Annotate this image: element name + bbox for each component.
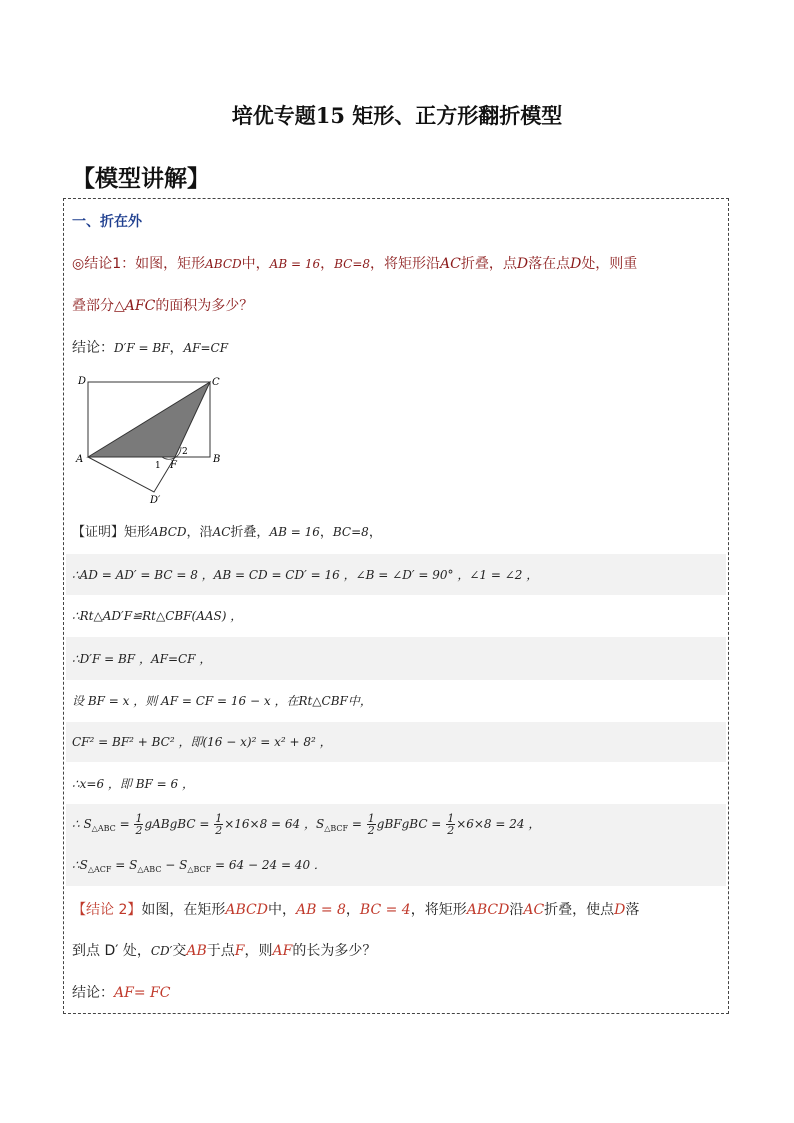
conclusion1-marker: ◎	[72, 256, 85, 272]
conclusion1-rect: ABCD	[205, 257, 242, 271]
conclusion2-l1-ab: AB = 8	[295, 902, 346, 918]
fraction-3-den: 2	[367, 824, 375, 837]
proof-l8-e: =	[348, 817, 366, 831]
proof-l9-a: ∴S	[72, 858, 88, 872]
conclusion1-d: D	[516, 256, 529, 272]
proof-l1-a: 矩形	[124, 525, 151, 540]
conclusion2-l2-f: F	[234, 943, 245, 959]
fraction-1-den: 2	[135, 824, 143, 837]
conclusion2-label: 【结论 2】	[72, 902, 142, 918]
proof-l8-b: =	[115, 817, 134, 831]
fraction-1-num: 1	[135, 812, 143, 825]
fraction-4-den: 2	[447, 824, 455, 837]
label-angle2: 2	[182, 447, 188, 457]
proof-l9-b: = S	[111, 858, 138, 872]
conclusion2-l1-dd: D	[614, 902, 626, 918]
conclusion2-l1-rect: ABCD	[225, 902, 268, 918]
fraction-2	[214, 813, 223, 836]
proof-label: 【证明】	[72, 525, 125, 540]
conclusion2-l2-a: 到点 D′ 处，	[72, 943, 151, 959]
proof-l8-sub1: △ABC	[91, 824, 116, 833]
proof-line9	[72, 855, 326, 880]
proof-line5: 设 BF = x ，则 AF = CF = 16 − x ，在Rt△CBF中，	[72, 694, 372, 708]
label-A: A	[76, 454, 84, 465]
fraction-3-num: 1	[367, 812, 375, 825]
conclusion1-d2: D	[570, 256, 582, 272]
conclusion2-l2-c: 于点	[206, 943, 235, 959]
proof-line3: ∴Rt△AD′F≌Rt△CBF(AAS) ，	[72, 609, 243, 623]
proof-line4: ∴D′F = BF ，AF=CF ，	[72, 652, 212, 666]
conclusion2-l1-ac: AC	[523, 902, 545, 918]
proof-line6: CF² = BF² + BC² ，即(16 − x)² = x² + 8² ，	[72, 735, 332, 749]
result2-eq: AF= FC	[114, 985, 171, 1001]
conclusion1-ac: AC	[440, 256, 461, 272]
fraction-3	[367, 813, 376, 836]
result1-line	[72, 338, 228, 358]
conclusion2-l1-sep: ，	[345, 902, 360, 918]
proof-l1-bc: BC=8	[332, 525, 369, 539]
proof-l1-ab: AB = 16	[269, 525, 320, 539]
label-angle1: 1	[155, 461, 161, 471]
conclusion1-tri: △AFC	[114, 298, 156, 314]
label-Dprime: D′	[150, 495, 161, 506]
proof-line2: ∴AD = AD′ = BC = 8 ，AB = CD = CD′ = 16 ，∠B = ∠D′ = 90° ，∠1 = ∠2 ，	[72, 568, 539, 582]
proof-l8-d: ×16×8 = 64 ，S	[224, 817, 325, 831]
conclusion1-line1	[72, 254, 637, 274]
conclusion1-line2-b: 的面积为多少？	[155, 298, 254, 314]
result2-line	[72, 983, 170, 1003]
conclusion2-l2-b: 交	[172, 943, 187, 959]
conclusion2-l2-cd: CD′	[150, 944, 173, 958]
conclusion2-l1-e: 折叠，使点	[544, 902, 615, 918]
section-heading: 【模型讲解】	[72, 166, 210, 192]
proof-l8-sub2: △BCF	[324, 824, 349, 833]
proof-l1-end: ，	[368, 525, 382, 540]
result1-label: 结论：	[72, 340, 114, 356]
proof-l1-sep: ，	[319, 525, 333, 540]
proof-l8-g: ×6×8 = 24 ，	[456, 817, 541, 831]
proof-l9-sub1: △ACF	[87, 865, 112, 874]
label-C: C	[212, 377, 220, 388]
proof-l1-c: 折叠，	[230, 525, 270, 540]
proof-line8	[72, 811, 540, 842]
conclusion2-l2-e: 的长为多少？	[292, 943, 377, 959]
overlap-triangle	[88, 382, 210, 457]
result1-sep: ，	[169, 340, 184, 356]
conclusion2-l2-d: ，则	[244, 943, 273, 959]
conclusion2-l2-af: AF	[272, 943, 293, 959]
conclusion2-l1-c: ，将矩形	[410, 902, 467, 918]
conclusion1-text-d: 折叠，点	[460, 256, 517, 272]
proof-l1-rect: ABCD	[150, 525, 187, 539]
conclusion1-text-a: 如图，矩形	[135, 256, 206, 272]
conclusion1-line2	[72, 296, 253, 316]
folded-edge	[88, 457, 175, 492]
proof-l8-c: gABgBC =	[144, 817, 214, 831]
fraction-2-num: 1	[215, 812, 223, 825]
part1-heading: 一、折在外	[72, 214, 142, 230]
proof-line7: ∴x=6 ，即 BF = 6 ，	[72, 777, 194, 791]
conclusion2-l1-rect2: ABCD	[466, 902, 510, 918]
conclusion2-l1-d: 沿	[509, 902, 524, 918]
conclusion1-text-b: 中，	[241, 256, 270, 272]
result1-eq2: AF=CF	[183, 341, 229, 355]
proof-l9-sub3: △BCF	[187, 865, 212, 874]
conclusion1-ab: AB = 16	[269, 257, 321, 271]
conclusion1-text-e: 落在点	[528, 256, 571, 272]
conclusion2-l1-b: 中，	[267, 902, 296, 918]
proof-l9-c: − S	[161, 858, 188, 872]
conclusion2-l1-bc: BC = 4	[359, 902, 411, 918]
fraction-4-num: 1	[447, 812, 455, 825]
proof-l8-a: ∴ S	[72, 817, 92, 831]
result1-eq1: D′F = BF	[114, 341, 170, 355]
conclusion1-comma: ，	[320, 256, 335, 272]
conclusion1-label: 结论1：	[84, 256, 136, 272]
conclusion2-line2	[72, 941, 376, 961]
proof-l8-f: gBFgBC =	[376, 817, 446, 831]
conclusion1-text-c: ，将矩形沿	[370, 256, 441, 272]
conclusion1-bc: BC=8	[334, 257, 371, 271]
conclusion2-l1-f: 落	[625, 902, 640, 918]
conclusion2-l1-a: 如图，在矩形	[141, 902, 226, 918]
conclusion1-line2-a: 叠部分	[72, 298, 114, 314]
fraction-1	[134, 813, 143, 836]
result2-label: 结论：	[72, 985, 114, 1001]
proof-l1-b: ，沿	[186, 525, 213, 540]
label-B: B	[213, 454, 221, 465]
fraction-2-den: 2	[215, 824, 223, 837]
label-D: D	[78, 376, 87, 387]
fraction-4	[446, 813, 455, 836]
proof-l9-d: = 64 − 24 = 40 ．	[211, 858, 326, 872]
proof-l9-sub2: △ABC	[137, 865, 162, 874]
proof-l1-ac: AC	[212, 525, 231, 539]
proof-line1	[72, 522, 382, 543]
conclusion2-line1	[72, 900, 639, 920]
conclusion2-l2-ab: AB	[186, 943, 207, 959]
fold-figure	[70, 370, 230, 510]
conclusion1-text-f: 处，则重	[581, 256, 638, 272]
page-title: 培优专题15 矩形、正方形翻折模型	[231, 103, 563, 128]
label-F: F	[170, 460, 177, 471]
